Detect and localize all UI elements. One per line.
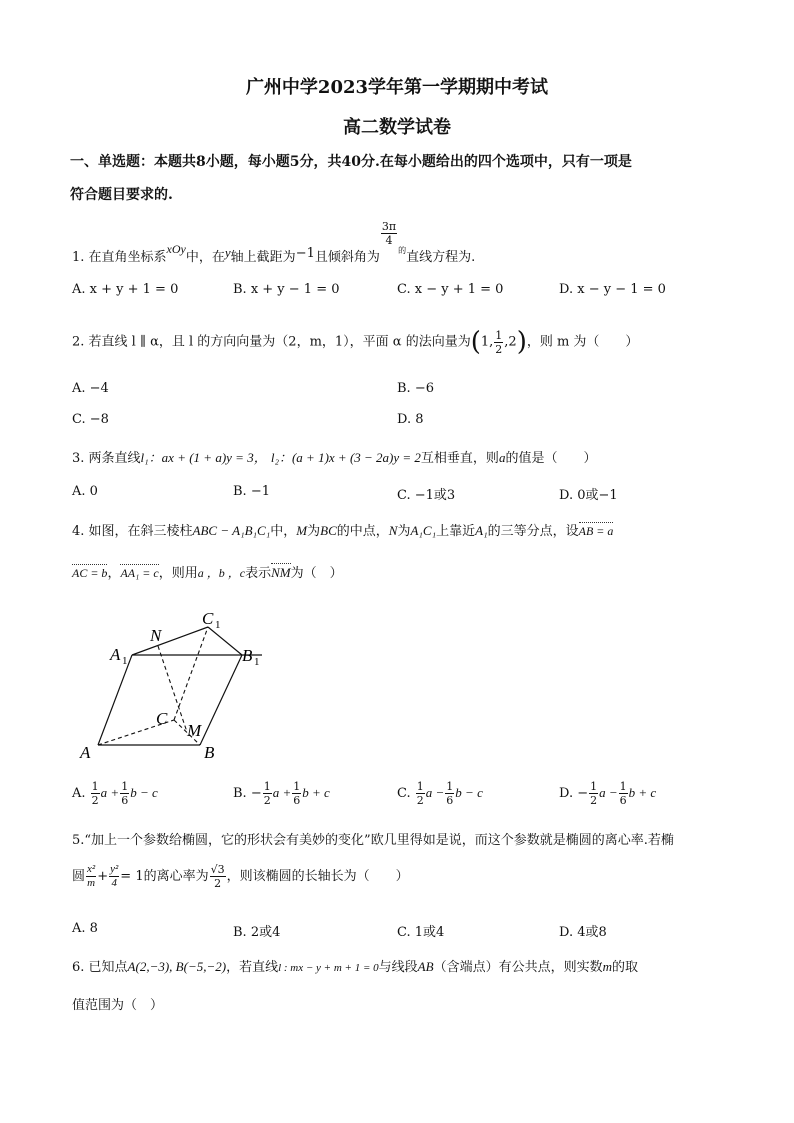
q5-option-d: D. 4或8 xyxy=(559,925,607,940)
q4-prism: ABC − A₁B₁C₁ xyxy=(192,523,271,538)
question-4-line2: AC = b，AA₁ = c，则用a ，b ，c表示NM为（ ） xyxy=(72,565,343,581)
label-b: B xyxy=(204,743,215,762)
q3-option-b: B. −1 xyxy=(233,484,270,499)
q5-plus: + xyxy=(97,869,109,884)
exam-subtitle: 高二数学试卷 xyxy=(343,117,451,138)
q2-frac-den: 2 xyxy=(495,342,503,356)
q2-frac-num: 1 xyxy=(495,328,503,342)
q2-vec-2: ,2 xyxy=(504,334,517,350)
label-c1: C xyxy=(202,609,214,628)
q4-opt-d-term1: a − xyxy=(599,785,618,800)
q4-opt-a-term1: a + xyxy=(100,785,120,800)
q3-text-3: 的值是（ ） xyxy=(505,451,597,466)
q6-text-2: ，若直线 xyxy=(226,960,279,975)
q4-n: N xyxy=(388,523,398,538)
q1-intercept: −1 xyxy=(295,246,315,261)
q4-opt-a-den2: 6 xyxy=(121,794,129,807)
label-a1-sub: 1 xyxy=(122,655,128,667)
label-a: A xyxy=(80,743,91,762)
q4-option-a xyxy=(72,780,158,807)
edge-a1c1 xyxy=(132,627,208,655)
q4-opt-b-num2: 1 xyxy=(293,780,301,793)
question-6-line1 xyxy=(72,956,638,975)
question-5-line1: 5.“加上一个参数给椭圆，它的形状会有美妙的变化”欧几里得如是说，而这个参数就是椭圆的离心率.若椭 xyxy=(72,833,674,848)
q6-line-eq: l : mx − y + m + 1 = 0 xyxy=(278,962,379,974)
q2-option-c: C. −8 xyxy=(72,412,109,427)
label-n: N xyxy=(150,626,162,645)
q4-opt-d-den2: 6 xyxy=(619,794,627,807)
question-5-line2 xyxy=(72,863,409,890)
q1-angle-den: 4 xyxy=(385,234,393,247)
edge-cc1-hidden xyxy=(174,627,208,720)
label-m: M xyxy=(187,721,202,740)
q5-option-c: C. 1或4 xyxy=(397,925,445,940)
q4-opt-a-num1: 1 xyxy=(91,780,99,793)
label-c: C xyxy=(156,709,168,728)
q4-text-2: 中， xyxy=(270,524,297,539)
q2-option-b: B. −6 xyxy=(397,381,434,396)
q4-opt-a-term2: b − c xyxy=(130,785,158,800)
q4-opt-b-num1: 1 xyxy=(263,780,271,793)
q4-vector-ab: AB = a xyxy=(578,524,614,538)
section-heading-line1: 一、单选题：本题共8小题，每小题5分，共40分.在每小题给出的四个选项中，只有一项是 xyxy=(70,154,632,170)
q4-opt-b-den2: 6 xyxy=(293,794,301,807)
q1-coord-system: xOy xyxy=(166,242,186,256)
q1-option-a: A. x + y + 1 = 0 xyxy=(72,282,179,297)
q4-opt-b-den1: 2 xyxy=(263,794,271,807)
q4-opt-a-num2: 1 xyxy=(121,780,129,793)
q2-text-1: 2. 若直线 l ∥ α，且 l 的方向向量为（2，m，1），平面 α 的法向量为 xyxy=(72,334,471,350)
q4-text-9: 表示 xyxy=(245,566,272,581)
exam-title: 广州中学2023学年第一学期期中考试 xyxy=(245,77,549,98)
q2-fraction xyxy=(494,329,503,356)
q5-text-1: 圆 xyxy=(72,869,86,884)
q2-option-a: A. −4 xyxy=(72,381,109,396)
q5-frac2-den: 4 xyxy=(111,877,117,889)
label-b1-sub: 1 xyxy=(254,656,260,668)
q4-a1c1: A₁C₁ xyxy=(410,523,437,538)
q5-frac2-num: y² xyxy=(110,863,119,875)
q6-text-3: 与线段 xyxy=(378,960,418,975)
q4-opt-c-den2: 6 xyxy=(446,794,454,807)
q4-option-b xyxy=(233,780,330,807)
q4-opt-d-prefix: D. − xyxy=(559,786,589,801)
q6-points: A(2,−3), B(−5,−2) xyxy=(127,959,227,974)
q4-option-c xyxy=(397,780,483,807)
q5-text-2: 的离心率为 xyxy=(143,869,209,884)
q1-option-c: C. x − y + 1 = 0 xyxy=(397,282,504,297)
q4-text-8: ，则用 xyxy=(158,566,198,581)
q1-angle-num: 3π xyxy=(381,220,397,233)
q1-text-1: 1. 在直角坐标系 xyxy=(72,250,167,265)
q6-text-1: 6. 已知点 xyxy=(72,960,128,975)
q5-text-3: ，则该椭圆的长轴长为（ ） xyxy=(226,869,409,884)
q5-frac1-den: m xyxy=(87,877,96,889)
label-c1-sub: 1 xyxy=(215,619,221,631)
q6-text-5: 的取 xyxy=(611,960,638,975)
q4-a1: A₁ xyxy=(475,523,488,538)
q1-text-3: 轴上截距为 xyxy=(230,250,296,265)
prism-figure xyxy=(74,598,274,768)
q4-vector-aa1: AA₁ = c xyxy=(120,566,159,580)
q1-text-2: 中，在 xyxy=(185,250,225,265)
q4-text-6: 上靠近 xyxy=(436,524,476,539)
q4-text-10: 为（ ） xyxy=(290,566,343,581)
edge-aa1 xyxy=(98,655,132,745)
question-3 xyxy=(72,447,596,466)
q3-option-c: C. −1或3 xyxy=(397,488,456,503)
q5-option-a: A. 8 xyxy=(72,921,98,936)
q6-text-4: （含端点）有公共点，则实数 xyxy=(433,960,603,975)
q4-opt-d-den1: 2 xyxy=(590,794,598,807)
q4-text-3: 为 xyxy=(307,524,321,539)
q5-frac1-num: x² xyxy=(87,863,96,875)
q4-opt-b-term1: a + xyxy=(272,785,292,800)
q4-text-5: 为 xyxy=(397,524,411,539)
q3-text-2: 互相垂直，则 xyxy=(420,451,499,466)
q4-abc: a ，b ，c xyxy=(197,566,246,580)
q2-vec-1: 1, xyxy=(480,334,494,350)
q4-opt-c-den1: 2 xyxy=(416,794,424,807)
question-2: 2. 若直线 l ∥ α，且 l 的方向向量为（2，m，1），平面 α 的法向量为(1, $\frac{1}{2}$ ,2)，则 m 为（ ） xyxy=(72,327,639,357)
q4-opt-c-num2: 1 xyxy=(446,780,454,793)
q4-opt-c-num1: 1 xyxy=(416,780,424,793)
q4-opt-b-term2: b + c xyxy=(302,785,330,800)
q1-option-d: D. x − y − 1 = 0 xyxy=(559,282,666,297)
q3-line-2: l₂：(a + 1)x + (3 − 2a)y = 2 xyxy=(270,450,421,465)
q5-frac3-num: √3 xyxy=(210,863,225,876)
q1-glitch: 的 xyxy=(398,246,407,255)
q1-angle-fraction xyxy=(381,220,397,247)
edge-c1b1 xyxy=(208,627,242,655)
q4-bc: BC xyxy=(320,523,337,538)
section-heading-line2: 符合题目要求的. xyxy=(70,187,173,203)
q6-m: m xyxy=(602,959,612,974)
q1-option-b: B. x + y − 1 = 0 xyxy=(233,282,340,297)
question-6-line2: 值范围为（ ） xyxy=(72,998,164,1013)
q3-a-var: a xyxy=(498,450,506,465)
q4-opt-b-prefix: B. − xyxy=(233,786,262,801)
q5-frac3-den: 2 xyxy=(214,877,222,890)
q4-opt-c-prefix: C. xyxy=(397,786,411,801)
label-b1: B xyxy=(242,646,253,665)
q4-opt-c-term1: a − xyxy=(425,785,445,800)
q4-vector-nm: NM xyxy=(271,565,291,580)
q4-opt-d-term2: b + c xyxy=(628,785,657,800)
q4-m: M xyxy=(296,523,308,538)
q4-option-d xyxy=(559,780,656,807)
label-a1: A xyxy=(110,645,121,664)
q5-equals: = 1 xyxy=(120,869,144,884)
q4-text-4: 的中点， xyxy=(336,524,389,539)
question-1 xyxy=(72,214,476,265)
edge-bb1 xyxy=(200,655,242,745)
question-4-line1 xyxy=(72,520,613,539)
q2-option-d: D. 8 xyxy=(397,412,424,427)
q4-opt-d-num1: 1 xyxy=(590,780,598,793)
q4-text-1: 4. 如图，在斜三棱柱 xyxy=(72,524,193,539)
q4-opt-c-term2: b − c xyxy=(455,785,483,800)
q4-opt-a-den1: 2 xyxy=(91,794,99,807)
q1-y-var: y xyxy=(224,245,231,260)
q1-text-4: 且倾斜角为 xyxy=(314,250,380,265)
q6-ab: AB xyxy=(417,959,434,974)
q3-line-1: l₁：ax + (1 + a)y = 3， xyxy=(140,450,267,465)
q2-text-2: ，则 m 为（ ） xyxy=(526,334,639,350)
q4-vector-ac: AC = b xyxy=(72,566,108,580)
q3-option-d: D. 0或−1 xyxy=(559,488,618,503)
q5-option-b: B. 2或4 xyxy=(233,925,281,940)
q4-text-7: 的三等分点，设 xyxy=(487,524,579,539)
q4-opt-a-prefix: A. xyxy=(72,786,86,801)
q3-option-a: A. 0 xyxy=(72,484,98,499)
q1-text-5: 直线方程为. xyxy=(406,250,476,265)
q3-text-1: 3. 两条直线 xyxy=(72,451,141,466)
q4-opt-d-num2: 1 xyxy=(619,780,627,793)
